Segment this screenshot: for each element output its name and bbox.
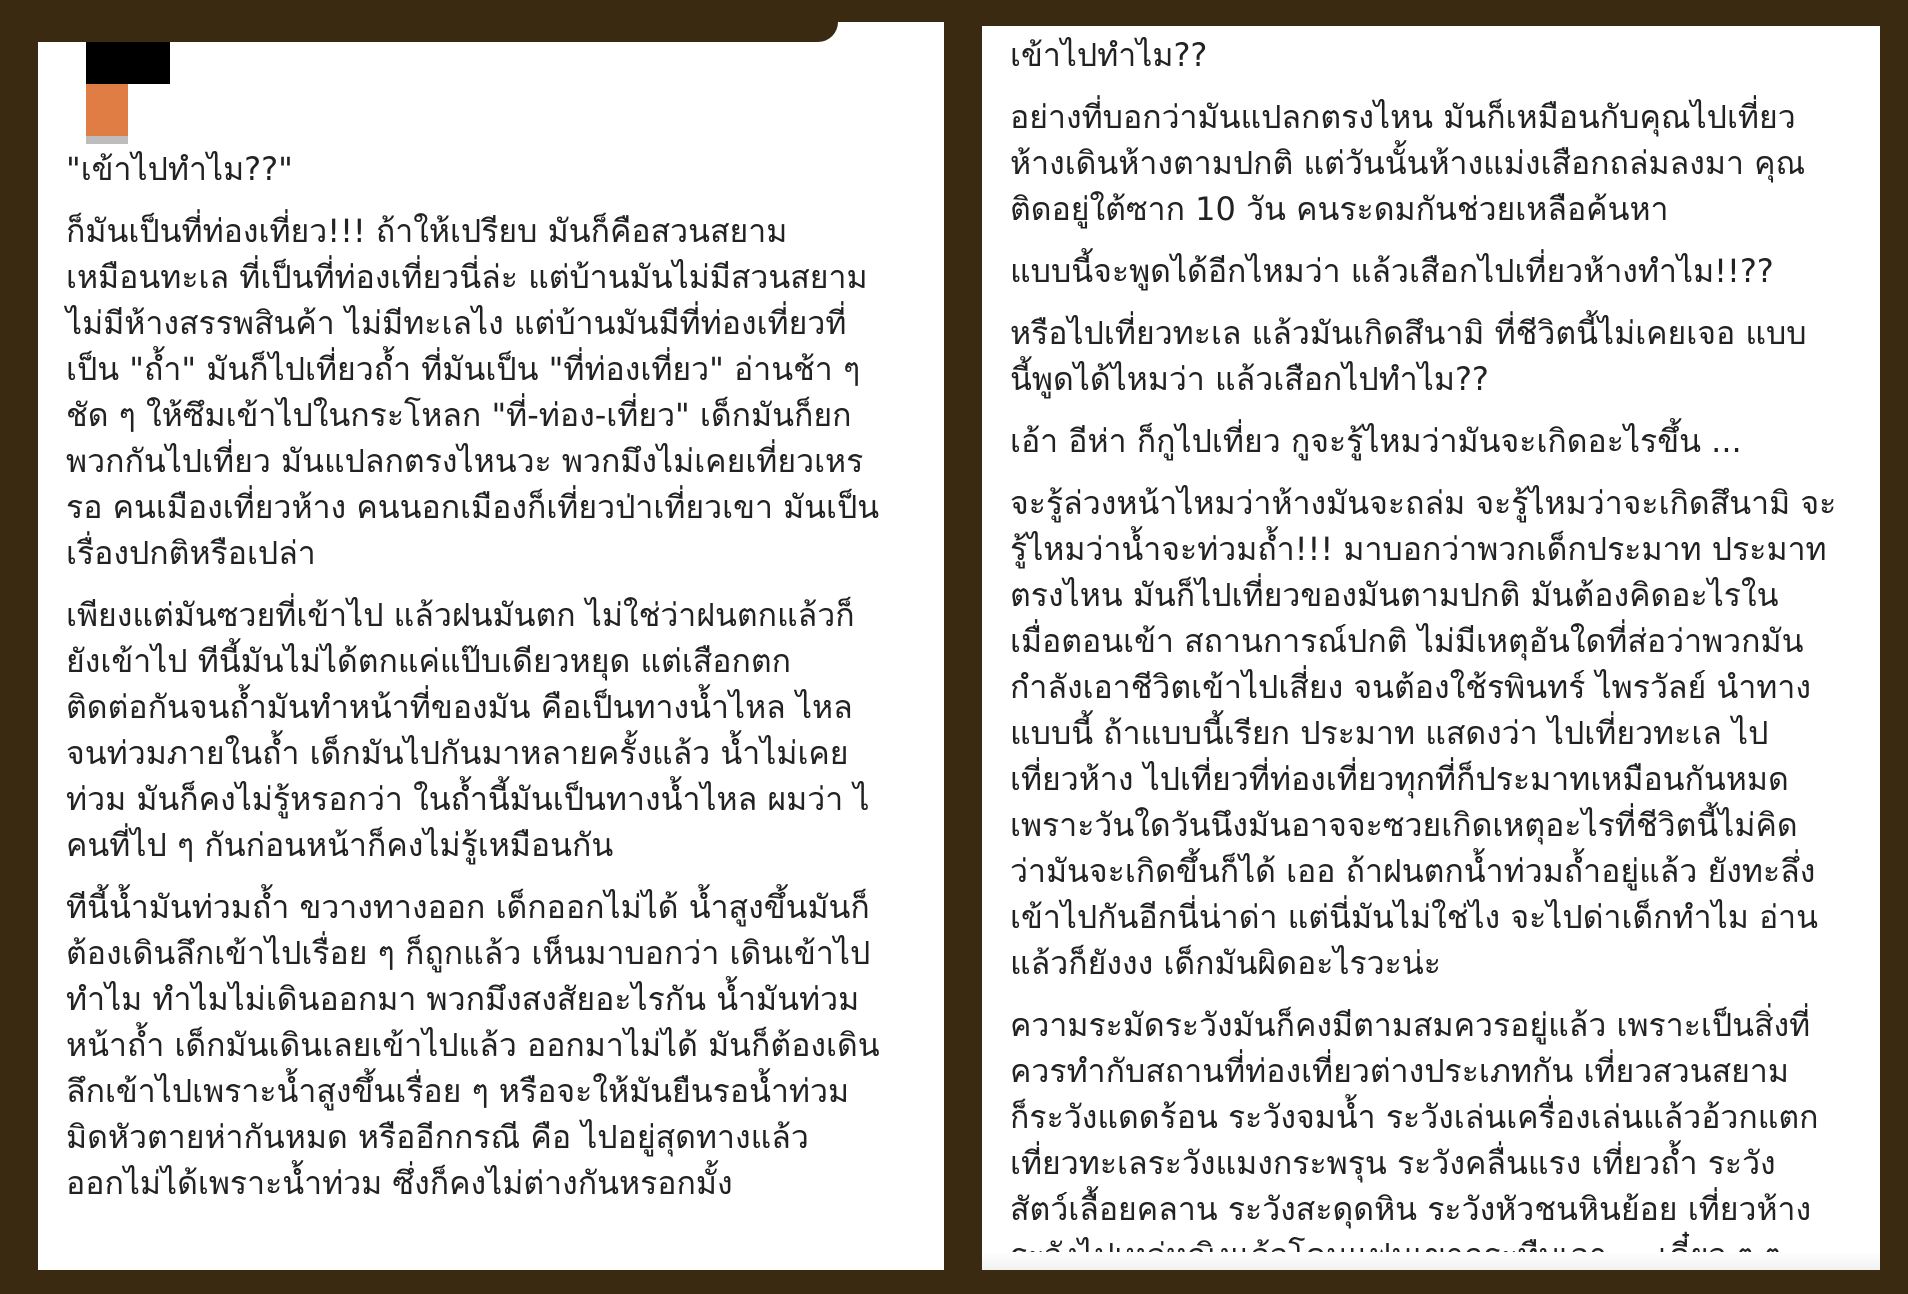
text-line: ยังเข้าไป ทีนี้มันไม่ได้ตกแค่แป๊บเดียวหยุด แต่เสือกตก bbox=[66, 642, 792, 680]
post-paragraph bbox=[1010, 32, 1870, 78]
text-line: สัตว์เลื้อยคลาน ระวังสะดุดหิน ระวังหัวชนหินย้อย เที่ยวห้าง bbox=[1010, 1190, 1812, 1228]
post-paragraph bbox=[1010, 1002, 1870, 1270]
right-post-panel bbox=[982, 26, 1880, 1270]
post-paragraph bbox=[1010, 94, 1870, 232]
text-line: จะรู้ล่วงหน้าไหมว่าห้างมันจะถล่ม จะรู้ไหมว่าจะเกิดสึนามิ จะ bbox=[1010, 484, 1837, 522]
text-line: ท่วม มันก็คงไม่รู้หรอกว่า ในถ้ำนี้มันเป็นทางน้ำไหล ผมว่า ไ bbox=[66, 780, 870, 818]
post-paragraph bbox=[1010, 480, 1870, 986]
text-line: ติดอยู่ใต้ซาก 10 วัน คนระดมกันช่วยเหลือค้นหา bbox=[1010, 190, 1669, 228]
text-line: รอ คนเมืองเที่ยวห้าง คนนอกเมืองก็เที่ยวป่าเที่ยวเขา มันเป็น bbox=[66, 488, 880, 526]
post-paragraph bbox=[66, 884, 944, 1206]
text-line: ควรทำกับสถานที่ท่องเที่ยวต่างประเภทกัน เที่ยวสวนสยาม bbox=[1010, 1052, 1789, 1090]
text-line: ตรงไหน มันก็ไปเที่ยวของมันตามปกติ มันต้องคิดอะไรใน bbox=[1010, 576, 1779, 614]
text-line: เหมือนทะเล ที่เป็นที่ท่องเที่ยวนี่ล่ะ แต่บ้านมันไม่มีสวนสยาม bbox=[66, 258, 868, 296]
text-line: ติดต่อกันจนถ้ำมันทำหน้าที่ของมัน คือเป็นทางน้ำไหล ไหล bbox=[66, 688, 853, 726]
text-line: นี้พูดได้ไหมว่า แล้วเสือกไปทำไม?? bbox=[1010, 360, 1489, 398]
avatar-image bbox=[86, 84, 128, 136]
text-line: คนที่ไป ๆ กันก่อนหน้าก็คงไม่รู้เหมือนกัน bbox=[66, 826, 614, 864]
text-line: เป็น "ถ้ำ" มันก็ไปเที่ยวถ้ำ ที่มันเป็น "ที่ท่องเที่ยว" อ่านช้า ๆ bbox=[66, 350, 861, 388]
cut-off-edge bbox=[982, 1252, 1880, 1270]
avatar-shadow bbox=[86, 136, 128, 144]
right-post-body bbox=[1010, 32, 1870, 1270]
text-line: แบบนี้ ถ้าแบบนี้เรียก ประมาท แสดงว่า ไปเที่ยวทะเล ไป bbox=[1010, 714, 1769, 752]
text-line: ความระมัดระวังมันก็คงมีตามสมควรอยู่แล้ว เพราะเป็นสิ่งที่ bbox=[1010, 1006, 1811, 1044]
text-line: ลึกเข้าไปเพราะน้ำสูงขึ้นเรื่อย ๆ หรือจะให้มันยืนรอน้ำท่วม bbox=[66, 1072, 850, 1110]
text-line: "เข้าไปทำไม??" bbox=[66, 150, 293, 188]
text-line: หรือไปเที่ยวทะเล แล้วมันเกิดสึนามิ ที่ชีวิตนี้ไม่เคยเจอ แบบ bbox=[1010, 314, 1807, 352]
text-line: เข้าไปทำไม?? bbox=[1010, 36, 1208, 74]
text-line: ไม่มีห้างสรรพสินค้า ไม่มีทะเลไง แต่บ้านมันมีที่ท่องเที่ยวที่ bbox=[66, 304, 847, 342]
text-line: ห้างเดินห้างตามปกติ แต่วันนั้นห้างแม่งเสือกถล่มลงมา คุณ bbox=[1010, 144, 1806, 182]
text-line: เที่ยวห้าง ไปเที่ยวที่ท่องเที่ยวทุกที่ก็ประมาทเหมือนกันหมด bbox=[1010, 760, 1789, 798]
post-paragraph bbox=[1010, 418, 1870, 464]
text-line: พวกกันไปเที่ยว มันแปลกตรงไหนวะ พวกมึงไม่เคยเที่ยวเหร bbox=[66, 442, 864, 480]
censored-avatar-block bbox=[86, 42, 170, 84]
text-line: แล้วก็ยังงง เด็กมันผิดอะไรวะน่ะ bbox=[1010, 944, 1441, 982]
text-line: ก็มันเป็นที่ท่องเที่ยว!!! ถ้าให้เปรียบ มันก็คือสวนสยาม bbox=[66, 212, 788, 250]
text-line: หน้าถ้ำ เด็กมันเดินเลยเข้าไปแล้ว ออกมาไม่ได้ มันก็ต้องเดิน bbox=[66, 1026, 880, 1064]
post-paragraph bbox=[1010, 248, 1870, 294]
post-paragraph bbox=[1010, 310, 1870, 402]
text-line: ก็ระวังแดดร้อน ระวังจมน้ำ ระวังเล่นเครื่องเล่นแล้วอ้วกแตก bbox=[1010, 1098, 1819, 1136]
left-post-body bbox=[66, 146, 944, 1222]
text-line: กำลังเอาชีวิตเข้าไปเสี่ยง จนต้องใช้รพินทร์ ไพรวัลย์ นำทาง bbox=[1010, 668, 1811, 706]
text-line: เพียงแต่มันซวยที่เข้าไป แล้วฝนมันตก ไม่ใช่ว่าฝนตกแล้วก็ bbox=[66, 596, 855, 634]
left-post-panel bbox=[38, 22, 944, 1270]
text-line: มิดหัวตายห่ากันหมด หรืออีกกรณี คือ ไปอยู่สุดทางแล้ว bbox=[66, 1118, 809, 1156]
text-line: เที่ยวทะเลระวังแมงกระพรุน ระวังคลื่นแรง เที่ยวถ้ำ ระวัง bbox=[1010, 1144, 1776, 1182]
text-line: เอ้า อีห่า ก็กูไปเที่ยว กูจะรู้ไหมว่ามันจะเกิดอะไรขึ้น ... bbox=[1010, 422, 1742, 460]
post-paragraph bbox=[66, 146, 944, 192]
text-line: เรื่องปกติหรือเปล่า bbox=[66, 534, 316, 572]
dark-overlay-shape bbox=[38, 22, 838, 42]
text-line: ชัด ๆ ให้ซึมเข้าไปในกระโหลก "ที่-ท่อง-เที่ยว" เด็กมันก็ยก bbox=[66, 396, 852, 434]
text-line: ออกไม่ได้เพราะน้ำท่วม ซึ่งก็คงไม่ต่างกันหรอกมั้ง bbox=[66, 1164, 733, 1202]
text-line: อย่างที่บอกว่ามันแปลกตรงไหน มันก็เหมือนกับคุณไปเที่ยว bbox=[1010, 98, 1796, 136]
text-line: รู้ไหมว่าน้ำจะท่วมถ้ำ!!! มาบอกว่าพวกเด็กประมาท ประมาท bbox=[1010, 530, 1827, 568]
text-line: ทีนี้น้ำมันท่วมถ้ำ ขวางทางออก เด็กออกไม่ได้ น้ำสูงขึ้นมันก็ bbox=[66, 888, 870, 926]
text-line: เพราะวันใดวันนึงมันอาจจะซวยเกิดเหตุอะไรที่ชีวิตนี้ไม่คิด bbox=[1010, 806, 1798, 844]
text-line: ทำไม ทำไมไม่เดินออกมา พวกมึงสงสัยอะไรกัน น้ำมันท่วม bbox=[66, 980, 860, 1018]
text-line: เข้าไปกันอีกนี่น่าด่า แต่นี่มันไม่ใช่ไง จะไปด่าเด็กทำไม อ่าน bbox=[1010, 898, 1819, 936]
text-line: เมื่อตอนเข้า สถานการณ์ปกติ ไม่มีเหตุอันใดที่ส่อว่าพวกมัน bbox=[1010, 622, 1804, 660]
post-paragraph bbox=[66, 592, 944, 868]
text-line: ว่ามันจะเกิดขึ้นก็ได้ เออ ถ้าฝนตกน้ำท่วมถ้ำอยู่แล้ว ยังทะลึ่ง bbox=[1010, 852, 1816, 890]
text-line: ต้องเดินลึกเข้าไปเรื่อย ๆ ก็ถูกแล้ว เห็นมาบอกว่า เดินเข้าไป bbox=[66, 934, 871, 972]
text-line: จนท่วมภายในถ้ำ เด็กมันไปกันมาหลายครั้งแล้ว น้ำไม่เคย bbox=[66, 734, 849, 772]
post-paragraph bbox=[66, 208, 944, 576]
text-line: แบบนี้จะพูดได้อีกไหมว่า แล้วเสือกไปเที่ยวห้างทำไม!!?? bbox=[1010, 252, 1774, 290]
